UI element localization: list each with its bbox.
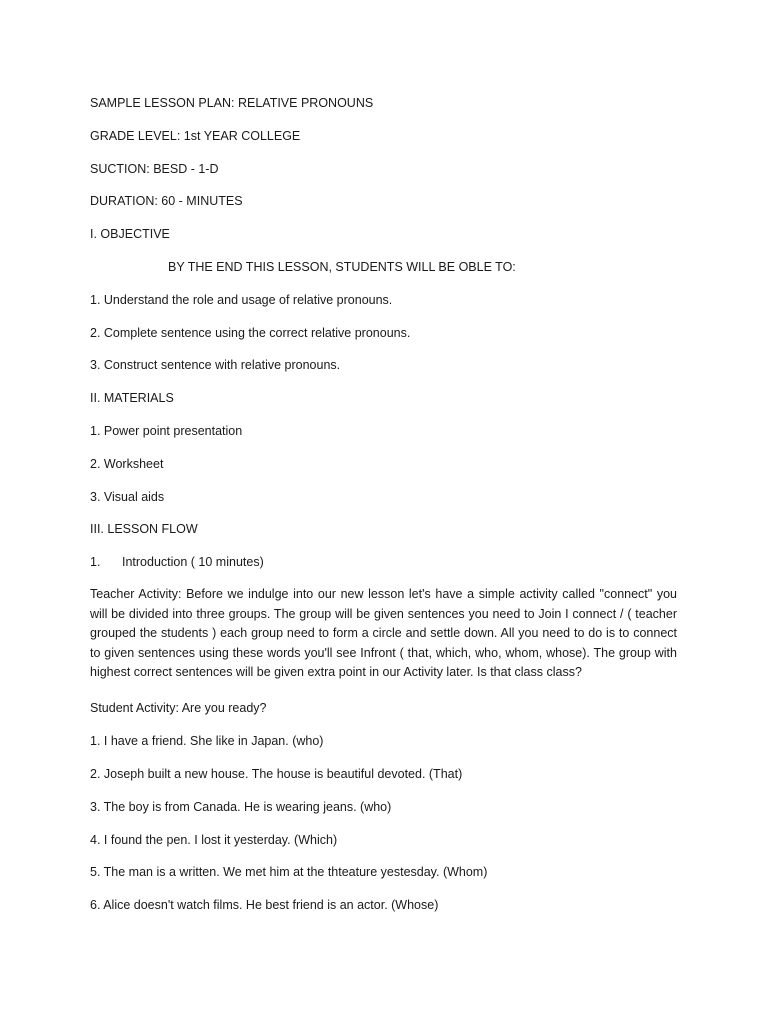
sentence-item: 1. I have a friend. She like in Japan. (who) bbox=[90, 734, 324, 748]
material-item: 3. Visual aids bbox=[90, 490, 165, 504]
student-activity: Student Activity: Are you ready? bbox=[90, 701, 267, 715]
section-line: SUCTION: BESD - 1-D bbox=[90, 162, 219, 176]
material-item: 2. Worksheet bbox=[90, 457, 164, 471]
objective-intro: BY THE END THIS LESSON, STUDENTS WILL BE OBLE TO: bbox=[168, 260, 516, 274]
material-item: 1. Power point presentation bbox=[90, 424, 243, 438]
introduction-title: Introduction ( 10 minutes) bbox=[122, 555, 264, 569]
sentence-item: 5. The man is a written. We met him at the thteature yestesday. (Whom) bbox=[90, 865, 488, 879]
sentence-item: 3. The boy is from Canada. He is wearing jeans. (who) bbox=[90, 800, 392, 814]
sentence-item: 4. I found the pen. I lost it yesterday. (Which) bbox=[90, 833, 338, 847]
introduction-heading bbox=[90, 554, 264, 570]
sentence-item: 6. Alice doesn't watch films. He best friend is an actor. (Whose) bbox=[90, 898, 439, 912]
duration-line: DURATION: 60 - MINUTES bbox=[90, 194, 243, 208]
document-title: SAMPLE LESSON PLAN: RELATIVE PRONOUNS bbox=[90, 96, 374, 110]
sentence-item: 2. Joseph built a new house. The house is beautiful devoted. (That) bbox=[90, 767, 463, 781]
objective-item: 3. Construct sentence with relative pronouns. bbox=[90, 358, 341, 372]
grade-level: GRADE LEVEL: 1st YEAR COLLEGE bbox=[90, 129, 301, 143]
teacher-activity-paragraph: Teacher Activity: Before we indulge into our new lesson let's have a simple activity called "connect" you will be divided into three groups. The group will be given sentences you need to Join I connect / ( teacher grouped the students ) each group need to form a circle and settle down. All you need to do is to connect to given sentences using these words you'll see Infront ( that, which, who, whom, whose). The group with highest correct sentences will be given extra point in our Activity later. Is that class class? bbox=[90, 587, 677, 679]
materials-heading: II. MATERIALS bbox=[90, 391, 174, 405]
objective-item: 1. Understand the role and usage of relative pronouns. bbox=[90, 293, 393, 307]
introduction-number: 1. bbox=[90, 555, 101, 569]
objective-item: 2. Complete sentence using the correct relative pronouns. bbox=[90, 326, 411, 340]
lesson-flow-heading: III. LESSON FLOW bbox=[90, 522, 198, 536]
objective-heading: I. OBJECTIVE bbox=[90, 227, 170, 241]
